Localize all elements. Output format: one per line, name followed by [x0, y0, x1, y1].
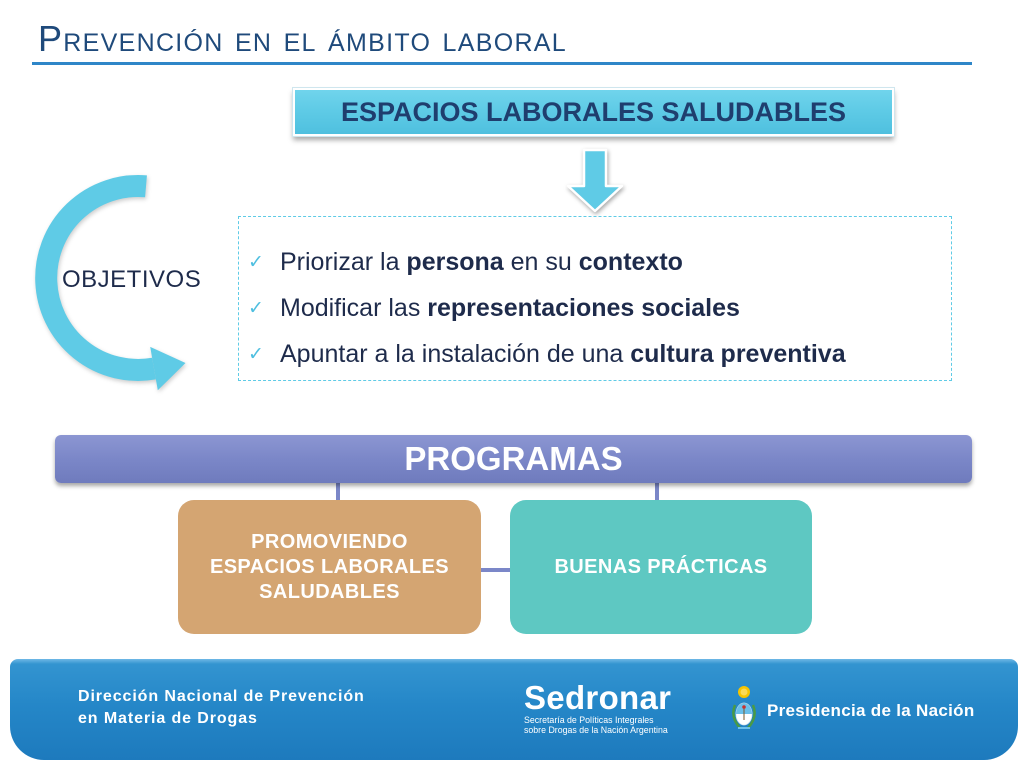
program-label-line: BUENAS PRÁCTICAS — [554, 555, 768, 578]
program-box-promoviendo — [178, 500, 481, 634]
program-label-line: SALUDABLES — [259, 580, 400, 603]
objective-item — [248, 285, 846, 331]
footer-band — [10, 659, 1018, 760]
program-label-line: ESPACIOS LABORALES — [209, 555, 450, 578]
emblem-sun — [738, 686, 750, 698]
connector-line — [655, 483, 659, 501]
objective-text — [280, 294, 740, 323]
programs-bar — [55, 435, 972, 483]
programs-title: PROGRAMAS — [404, 440, 623, 477]
objective-text-plain: Priorizar la — [280, 247, 407, 276]
argentina-coat-of-arms-icon — [730, 685, 758, 733]
objectives-list — [248, 239, 846, 377]
sedronar-logo-subtitle: Secretaría de Políticas Integrales — [524, 715, 654, 725]
check-icon — [248, 251, 280, 273]
objective-item — [248, 239, 846, 285]
objective-text-plain: Apuntar a la instalación de una — [280, 339, 631, 368]
program-label-line: PROMOVIENDO — [251, 530, 408, 553]
objectives-box — [238, 216, 952, 381]
objective-text-bold: contexto — [578, 247, 683, 276]
slide-title: Prevención en el ámbito laboral — [38, 18, 567, 59]
objective-text-bold: cultura preventiva — [630, 339, 846, 368]
objectives-label: OBJETIVOS — [62, 266, 202, 293]
connector-line — [480, 568, 511, 572]
down-arrow-icon — [559, 144, 631, 216]
down-arrow-shape — [568, 150, 622, 211]
objective-text — [280, 340, 846, 369]
objective-text — [280, 248, 683, 277]
presidency-label: Presidencia de la Nación — [767, 701, 975, 720]
banner-label: ESPACIOS LABORALES SALUDABLES — [340, 97, 847, 127]
sedronar-logo-subtitle: sobre Drogas de la Nación Argentina — [524, 724, 668, 735]
department-name-line: Dirección Nacional de Prevención — [78, 688, 365, 705]
objective-text-plain: Modificar las — [280, 293, 428, 322]
circular-arrow-head — [150, 347, 185, 390]
check-icon — [248, 343, 280, 365]
program-box-buenas-practicas — [510, 500, 812, 634]
check-icon — [248, 297, 280, 319]
objective-item — [248, 331, 846, 377]
banner-box — [293, 88, 894, 136]
department-name-line: en Materia de Drogas — [78, 710, 258, 727]
sedronar-logo — [524, 680, 671, 735]
sedronar-logo-name: Sedronar — [524, 679, 672, 716]
objective-text-plain: en su — [503, 247, 579, 276]
objective-text-bold: persona — [406, 247, 504, 276]
objective-text-bold: representaciones sociales — [427, 293, 740, 322]
connector-line — [336, 483, 340, 501]
title-underline — [32, 62, 972, 65]
emblem-shield — [736, 703, 752, 725]
